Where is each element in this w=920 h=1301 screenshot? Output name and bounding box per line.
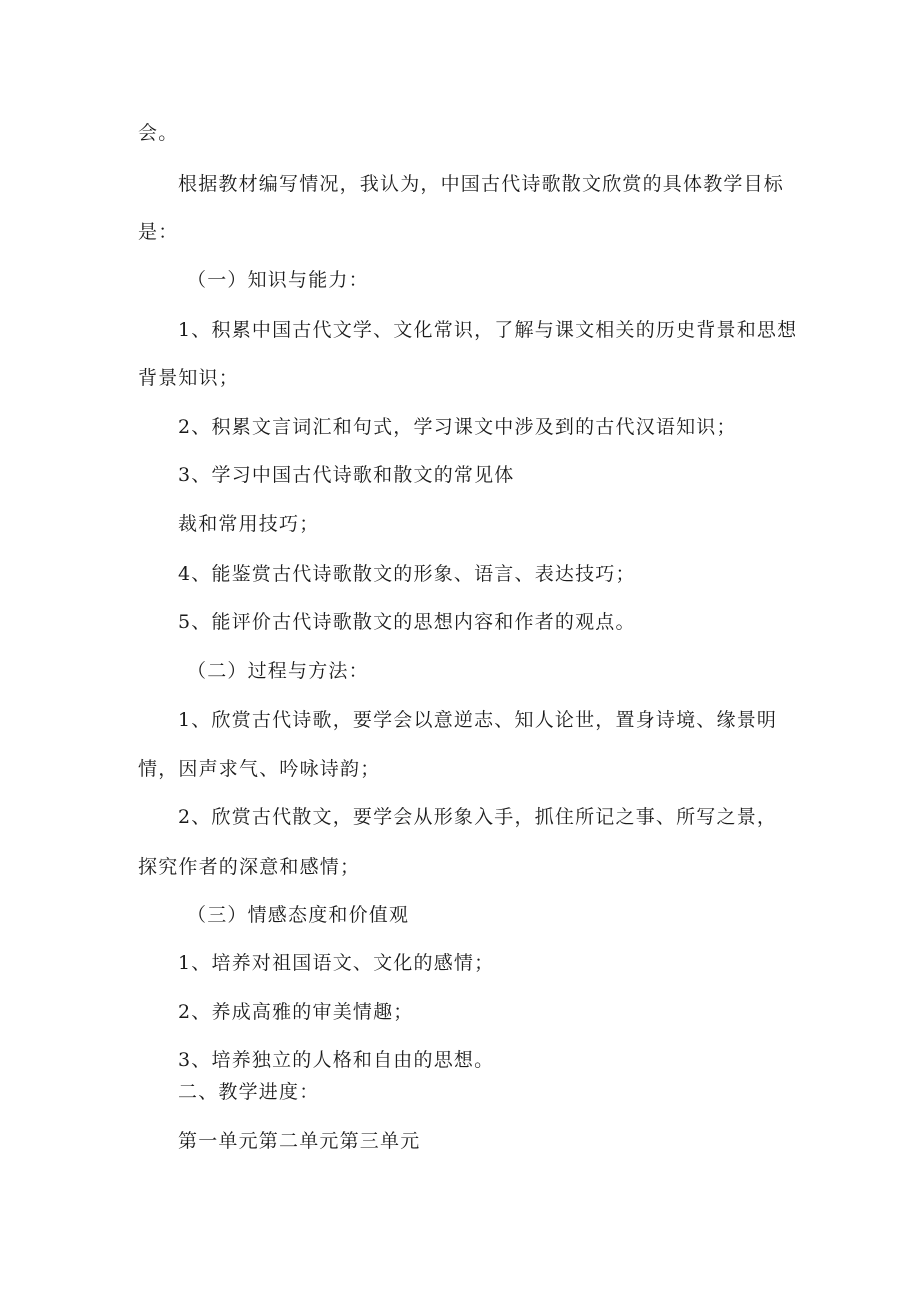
- text-line: 探究作者的深意和感情；: [138, 856, 361, 878]
- text-line: 1、欣赏古代诗歌，要学会以意逆志、知人论世，置身诗境、缘景明: [178, 709, 778, 731]
- text-line: 第一单元第二单元第三单元: [178, 1130, 421, 1152]
- text-line: 背景知识；: [138, 367, 240, 389]
- text-line: 1、积累中国古代文学、文化常识，了解与课文相关的历史背景和思想: [178, 319, 798, 341]
- text-line: 2、养成高雅的审美情趣；: [178, 1001, 414, 1023]
- text-line: 是：: [138, 221, 179, 243]
- text-line: 1、培养对祖国语文、文化的感情；: [178, 952, 495, 974]
- section-heading: （三）情感态度和价值观: [187, 904, 410, 926]
- text-line: 2、欣赏古代散文，要学会从形象入手，抓住所记之事、所写之景，: [178, 806, 778, 828]
- text-line: 3、培养独立的人格和自由的思想。: [178, 1049, 495, 1071]
- text-line: 2、积累文言词汇和句式，学习课文中涉及到的古代汉语知识；: [178, 416, 737, 438]
- text-line: 5、能评价古代诗歌散文的思想内容和作者的观点。: [178, 611, 636, 633]
- text-line: 裁和常用技巧；: [178, 513, 320, 535]
- text-line: 4、能鉴赏古代诗歌散文的形象、语言、表达技巧；: [178, 563, 636, 585]
- text-line: 根据教材编写情况，我认为，中国古代诗歌散文欣赏的具体教学目标: [178, 173, 785, 195]
- text-line: 情，因声求气、吟咏诗韵；: [138, 758, 381, 780]
- text-line: 3、学习中国古代诗歌和散文的常见体: [178, 464, 515, 486]
- section-heading: （一）知识与能力：: [187, 269, 369, 291]
- text-line: 会。: [138, 122, 179, 144]
- section-heading: （二）过程与方法：: [187, 660, 369, 682]
- section-heading: 二、教学进度：: [178, 1081, 320, 1103]
